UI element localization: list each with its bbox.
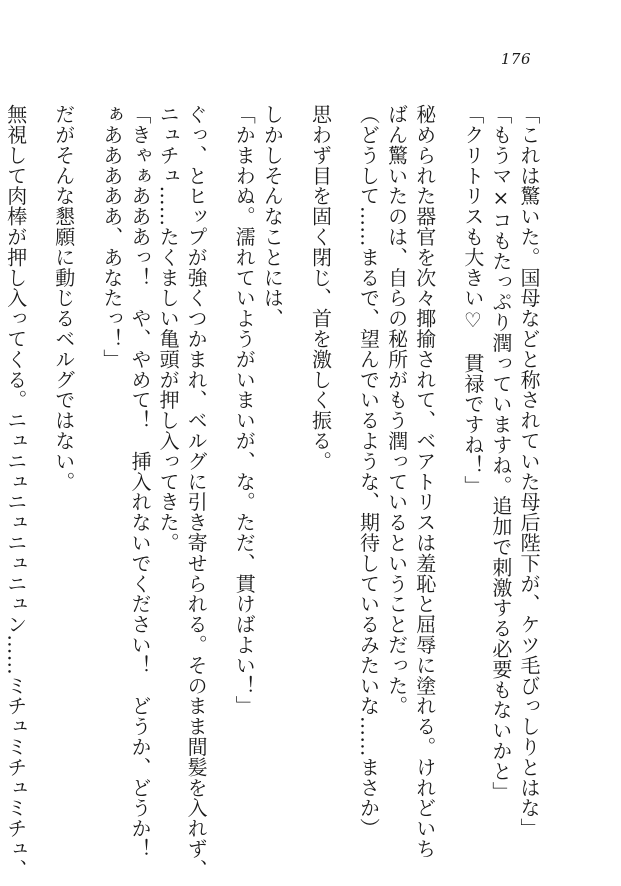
text-line: 「かまわぬ。濡れていようがいまいが、な。ただ、貫けばよい！」 (232, 104, 257, 716)
text-line: 「クリトリスも大きい♡ 貫禄ですね！」 (460, 104, 485, 496)
text-line: 無視して肉棒が押し入ってくる。ニュニュニュニュニュン……ミチュミチュミチュ、 (3, 104, 28, 880)
vertical-text-body (3, 104, 543, 880)
text-line: 思わず目を固く閉じ、首を激しく振る。 (308, 104, 333, 472)
page-number: 176 (500, 50, 531, 68)
text-line: ぐっ、とヒップが強くつかまれ、ベルグに引き寄せられる。そのまま間髪を入れず、 (184, 104, 209, 880)
text-line: ばん驚いたのは、自らの秘所がもう潤っているということだった。 (384, 104, 409, 716)
text-line: だがそんな懇願に動じるベルグではない。 (51, 104, 76, 492)
text-line: 秘められた器官を次々揶揄されて、ベアトリスは羞恥と屈辱に塗れる。けれどいち (412, 104, 437, 859)
text-line: しかしそんなことには、 (260, 104, 285, 329)
text-line: 「きゃぁあああっ！ や、やめて！ 挿入れないでください！ どうか、どうか！ (127, 104, 152, 859)
text-line: ぁあああああ、あなたっ！」 (99, 104, 124, 370)
text-line: 「もうマ×コもたっぷり潤っていますね。追加で刺激する必要もないかと」 (488, 104, 513, 802)
text-line: （どうして……まるで、望んでいるような、期待しているみたいな……まさか） (356, 104, 381, 839)
text-line: 「これは驚いた。国母などと称されていた母后陛下が、ケツ毛びっしりとはな」 (517, 104, 541, 839)
text-line: ニュチュ……たくましい亀頭が押し入ってきた。 (156, 104, 181, 553)
